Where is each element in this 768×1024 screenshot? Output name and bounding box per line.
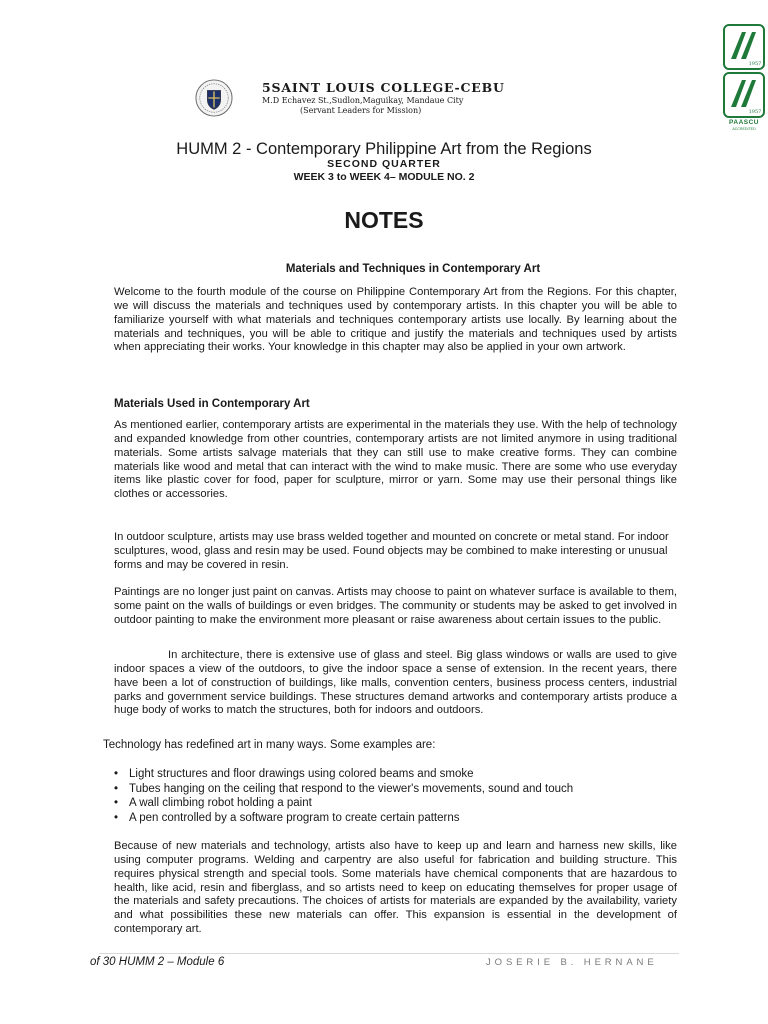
quarter-label: SECOND QUARTER bbox=[327, 158, 441, 170]
intro-paragraph: Welcome to the fourth module of the course on Philippine Contemporary Art from the Regions. For this chapter, we will discuss the materials and techniques used by contemporary artists. In this chapter you will be able to familiarize yourself with what materials and techniques contemporary artists use locally. By learning about the materials and techniques, you will be able to critique and justify the materials and techniques used by artists when appreciating their works. Your knowledge in this chapter may also be applied in your own artwork. bbox=[114, 286, 677, 354]
school-address: M.D Echavez St.,Sudlon,Maguikay, Mandaue City bbox=[262, 96, 464, 105]
list-item: • A wall climbing robot holding a paint bbox=[114, 796, 573, 811]
footer-author: JOSERIE B. HERNANE bbox=[486, 957, 658, 968]
materials-heading: Materials Used in Contemporary Art bbox=[114, 398, 310, 410]
notes-title: NOTES bbox=[344, 207, 424, 233]
materials-paragraph: As mentioned earlier, contemporary artists are experimental in the materials they use. With the help of technology and expanded knowledge from other countries, contemporary artists are not limited anymore in using traditional materials. Some artists salvage materials that they can still use to make creative forms. They can combine materials like wood and metal that can interact with the wind to make music. There are some who use everyday items like plastic cover for food, paper for sculpture, mirror or yarn. Some may use their personal things like clothes or accessories. bbox=[114, 419, 677, 501]
list-item: • Tubes hanging on the ceiling that respond to the viewer's movements, sound and touch bbox=[114, 782, 573, 797]
paascu-year-bottom: 1957 bbox=[748, 109, 762, 115]
paascu-year-top: 1957 bbox=[748, 61, 762, 67]
school-seal-logo bbox=[195, 79, 233, 117]
week-module-label: WEEK 3 to WEEK 4– MODULE NO. 2 bbox=[293, 171, 475, 183]
school-motto: (Servant Leaders for Mission) bbox=[300, 106, 422, 115]
paintings-paragraph: Paintings are no longer just paint on canvas. Artists may choose to paint on whatever surface is available to them, some paint on the walls of buildings or even bridges. The community or students may be asked to get involved in outdoor painting to make the environment more pleasant or raise awareness about certain issues to the public. bbox=[114, 586, 677, 626]
technology-examples-list bbox=[114, 767, 573, 825]
paascu-sublabel: ACCREDITED bbox=[732, 127, 756, 131]
paascu-label: PAASCU bbox=[729, 119, 759, 126]
footer-divider bbox=[99, 953, 679, 954]
list-item: • Light structures and floor drawings using colored beams and smoke bbox=[114, 767, 573, 782]
technology-intro: Technology has redefined art in many ways. Some examples are: bbox=[103, 739, 436, 751]
architecture-paragraph: In architecture, there is extensive use of glass and steel. Big glass windows or walls are used to give indoor spaces a view of the outdoors, to give the indoor space a sense of extension. In the recent years, there have been a lot of construction of buildings, like malls, convention centers, business process centers, industrial parks and government service buildings. These structures demand artworks and contemporary artists produce a huge body of works to match the structures, both for indoors and outdoors. bbox=[114, 649, 677, 717]
footer-page-info: of 30 HUMM 2 – Module 6 bbox=[90, 956, 225, 968]
course-title: HUMM 2 - Contemporary Philippine Art from the Regions bbox=[176, 140, 592, 158]
paascu-accreditation-logo bbox=[722, 23, 766, 133]
list-item: • A pen controlled by a software program to create certain patterns bbox=[114, 811, 573, 826]
school-name: 5SAINT LOUIS COLLEGE-CEBU bbox=[262, 80, 505, 95]
closing-paragraph: Because of new materials and technology, artists also have to keep up and learn and harness new skills, like using computer programs. Welding and carpentry are also useful for fabrication and building structure. This requires physical strength and special tools. Some materials have chemical components that are hazardous to health, like acid, resin and fiberglass, and so artists need to keep on educating themselves for proper usage of the materials and safety precautions. The choices of artists for materials are expanded by the availability, variety and what possibilities these new materials can offer. This expansion is essential in the development of contemporary art. bbox=[114, 840, 677, 936]
sculpture-paragraph: In outdoor sculpture, artists may use brass welded together and mounted on concrete or metal stand. For indoor sculptures, wood, glass and resin may be used. Found objects may be combined to make interesting or unusual forms and may be covered in resin. bbox=[114, 531, 669, 571]
section-title: Materials and Techniques in Contemporary Art bbox=[285, 263, 541, 275]
